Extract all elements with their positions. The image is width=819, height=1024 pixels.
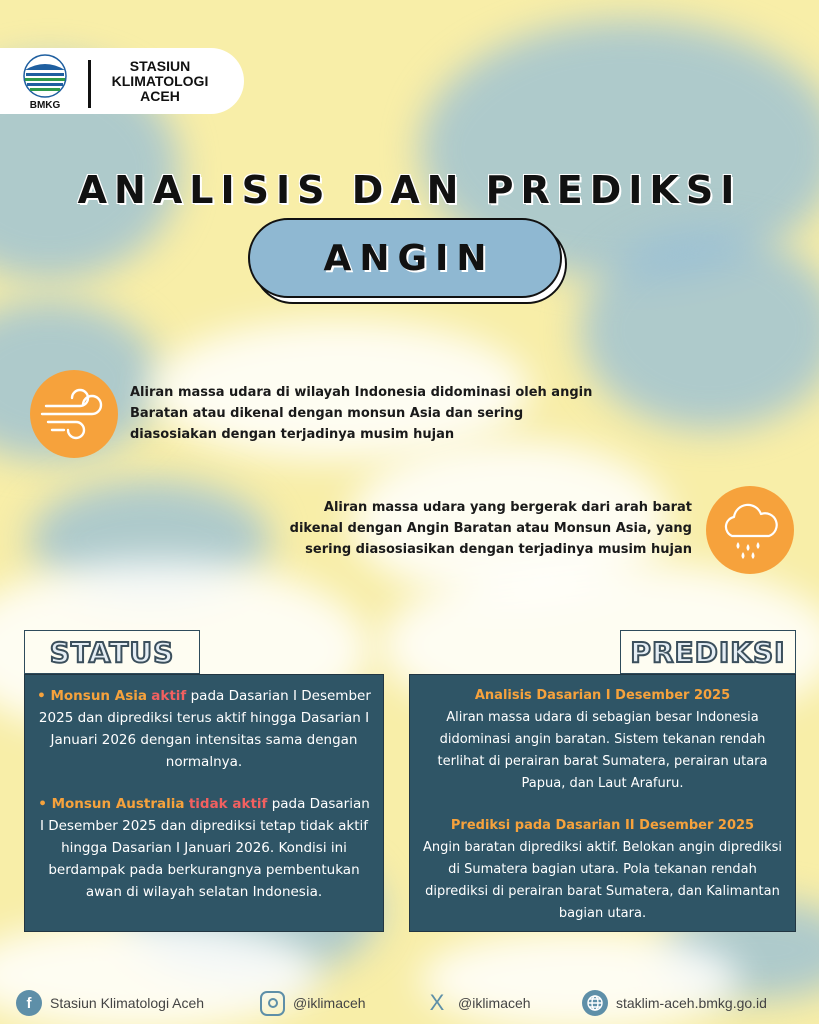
wind-icon-badge xyxy=(30,370,118,458)
analysis-heading: Analisis Dasarian I Desember 2025 xyxy=(474,688,731,703)
instagram-icon xyxy=(260,991,285,1016)
prediksi-tab: PREDIKSI xyxy=(620,630,796,674)
page-subtitle: ANGIN xyxy=(323,238,495,279)
bullet: • xyxy=(37,688,51,704)
info-text-2-line-2: dikenal dengan Angin Baratan atau Monsun Asia, yang xyxy=(289,521,692,536)
org-line-1: STASIUN xyxy=(129,58,191,74)
footer-facebook[interactable] xyxy=(16,982,204,1024)
monsun-name: Monsun Asia xyxy=(50,688,147,704)
monsun-state: aktif xyxy=(151,688,187,704)
status-panel xyxy=(24,674,384,932)
rain-icon-badge xyxy=(706,486,794,574)
bullet: • xyxy=(38,796,52,812)
bmkg-logo xyxy=(22,54,68,110)
prediction-body: Angin baratan diprediksi aktif. Belokan angin diprediksi di Sumatera bagian utara. Pola tekanan rendah diprediksi di perairan barat Sumatera, dan Kalimantan bagian utara. xyxy=(422,840,783,921)
x-icon: X xyxy=(429,990,445,1015)
status-item-text: pada Dasarian I Desember 2025 dan diprediksi terus aktif hingga Dasarian I Januari 2026 dengan intensitas sama dengan normalnya. xyxy=(38,688,371,770)
monsun-state: tidak aktif xyxy=(188,796,268,812)
wind-icon xyxy=(30,370,118,458)
logo-divider xyxy=(88,60,91,108)
facebook-icon: f xyxy=(16,990,42,1016)
page-title: ANALISIS DAN PREDIKSI xyxy=(77,168,742,212)
footer-website[interactable] xyxy=(582,982,767,1024)
rain-cloud-icon xyxy=(706,486,794,574)
org-line-2: KLIMATOLOGI xyxy=(111,73,209,89)
org-line-3: ACEH xyxy=(140,88,180,104)
bmkg-logo-icon xyxy=(22,54,68,110)
footer-x[interactable] xyxy=(424,982,531,1024)
facebook-label: Stasiun Klimatologi Aceh xyxy=(50,995,205,1011)
instagram-label: @iklimaceh xyxy=(293,995,366,1011)
status-item-text: pada Dasarian I Desember 2025 dan diprediksi tetap tidak aktif hingga Dasarian I Januari 2026. Kondisi ini berdampak pada berkurangnya pembentukan awan di wilayah selatan Indonesia. xyxy=(39,796,370,900)
status-item-monsun-australia xyxy=(37,793,371,903)
prediksi-panel xyxy=(409,674,796,932)
org-name xyxy=(103,59,217,104)
status-tab: STATUS xyxy=(24,630,200,674)
monsun-name: Monsun Australia xyxy=(51,796,185,812)
prediction-heading: Prediksi pada Dasarian II Desember 2025 xyxy=(450,818,755,833)
website-label: staklim-aceh.bmkg.go.id xyxy=(616,995,767,1011)
analysis-body: Aliran massa udara di sebagian besar Indonesia didominasi angin baratan. Sistem tekanan rendah terlihat di perairan barat Sumatera, perairan utara Papua, dan Laut Arafuru. xyxy=(437,710,768,791)
info-text-1: Aliran massa udara di wilayah Indonesia didominasi oleh angin Baratan atau dikenal dengan monsun Asia dan sering diasosiakan dengan terjadinya musim hujan xyxy=(130,385,593,442)
info-text-2 xyxy=(240,497,692,560)
info-text-2-line-3: sering diasosiasikan dengan terjadinya musim hujan xyxy=(305,542,692,557)
globe-icon xyxy=(582,990,608,1016)
footer xyxy=(0,982,819,1024)
logo-mark-text: BMKG xyxy=(29,100,61,110)
footer-instagram[interactable] xyxy=(260,982,366,1024)
info-text-2-line-1: Aliran massa udara yang bergerak dari arah barat xyxy=(323,500,692,515)
status-item-monsun-asia xyxy=(37,685,371,773)
x-label: @iklimaceh xyxy=(458,995,531,1011)
